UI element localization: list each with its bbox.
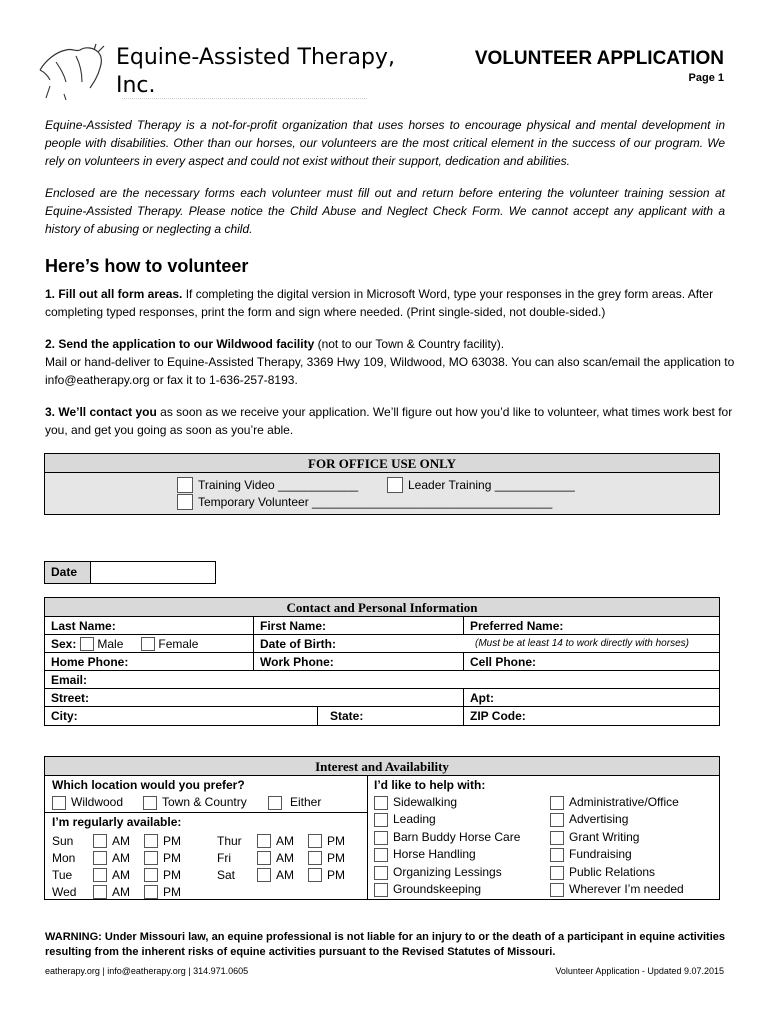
sex-label: Sex: (51, 637, 77, 651)
fri-am-checkbox[interactable] (257, 851, 271, 865)
help-advertising (550, 811, 628, 828)
advertising-checkbox[interactable] (550, 813, 564, 827)
training-video-row (177, 477, 358, 493)
step-2-title: 2. Send the application to our Wildwood facility (45, 337, 315, 351)
step-1-title: 1. Fill out all form areas. (45, 287, 183, 301)
sun-am-checkbox[interactable] (93, 834, 107, 848)
fundraising-checkbox[interactable] (550, 848, 564, 862)
wed-pm-label: PM (163, 885, 181, 899)
help-barn-buddy (374, 829, 520, 846)
fundraising-label: Fundraising (569, 847, 632, 861)
either-checkbox[interactable] (268, 796, 282, 810)
document-title: VOLUNTEER APPLICATION (474, 48, 724, 69)
help-groundskeeping (374, 881, 481, 898)
fri-pm-checkbox[interactable] (308, 851, 322, 865)
sun-pm-label: PM (163, 834, 181, 848)
step-2-text: (not to our Town & Country facility). (314, 337, 505, 351)
sun-pm-checkbox[interactable] (144, 834, 158, 848)
step-1-text: If completing the digital version in Microsoft Word, type your responses in the grey form areas. After completing typed responses, print the form and sign where needed. (Print single-sided, not double-sided.) (45, 287, 714, 319)
fri-am-label: AM (276, 851, 294, 865)
step-3 (45, 403, 735, 439)
advertising-label: Advertising (569, 812, 629, 826)
administrative-label: Administrative/Office (569, 795, 679, 809)
fri-pm-label: PM (327, 851, 345, 865)
temporary-volunteer-row (177, 494, 552, 510)
horse-handling-label: Horse Handling (393, 847, 476, 861)
help-public-relations (550, 864, 655, 881)
step-2 (45, 335, 735, 389)
date-field[interactable] (91, 562, 215, 583)
groundskeeping-label: Groundskeeping (393, 882, 482, 896)
wildwood-checkbox[interactable] (52, 796, 66, 810)
footer-contact: eatherapy.org | info@eatherapy.org | 314.971.0605 (45, 966, 249, 976)
wherever-needed-checkbox[interactable] (550, 883, 564, 897)
thur-pm-checkbox[interactable] (308, 834, 322, 848)
location-town-country (143, 794, 247, 811)
zip-field[interactable]: ZIP Code: (463, 707, 721, 725)
sex-field (45, 635, 253, 653)
home-phone-field[interactable]: Home Phone: (51, 655, 129, 669)
leader-training-label: Leader Training ____________ (408, 478, 575, 492)
help-column (367, 776, 719, 899)
thur-am-checkbox[interactable] (257, 834, 271, 848)
dob-field[interactable]: Date of Birth: (253, 635, 433, 653)
phone-row (45, 653, 719, 671)
day-wed: Wed (52, 885, 77, 899)
step-1 (45, 285, 735, 321)
availability-row-wed (52, 884, 362, 901)
city-field[interactable]: City: (51, 709, 78, 723)
training-video-checkbox[interactable] (177, 477, 193, 493)
organization-name (116, 44, 436, 100)
day-mon: Mon (52, 851, 76, 865)
preferred-name-field[interactable]: Preferred Name: (463, 617, 721, 635)
mon-pm-label: PM (163, 851, 181, 865)
mon-pm-checkbox[interactable] (144, 851, 158, 865)
training-video-label: Training Video ____________ (198, 478, 359, 492)
help-fundraising (550, 846, 632, 863)
day-fri: Fri (217, 851, 231, 865)
help-administrative (550, 794, 679, 811)
day-thur: Thur (217, 834, 242, 848)
tue-am-label: AM (112, 868, 130, 882)
tue-pm-checkbox[interactable] (144, 868, 158, 882)
either-label: Either (290, 795, 322, 809)
org-name-line2: Inc. (116, 73, 156, 98)
intro-paragraph-2: Enclosed are the necessary forms each volunteer must fill out and return before entering the volunteer training session at Equine-Assisted Therapy. Please notice the Child Abuse and Neglect Check Form. We cannot accept any applicant with a history of abusing or neglecting a child. (45, 186, 725, 236)
email-field[interactable]: Email: (51, 673, 88, 687)
barn-buddy-label: Barn Buddy Horse Care (393, 830, 521, 844)
sat-am-checkbox[interactable] (257, 868, 271, 882)
name-row (45, 617, 719, 635)
contact-info-table (44, 597, 720, 726)
organizing-lessons-checkbox[interactable] (374, 866, 388, 880)
female-label: Female (158, 637, 199, 651)
male-label: Male (97, 637, 124, 651)
day-tue: Tue (52, 868, 73, 882)
wherever-needed-label: Wherever I’m needed (569, 882, 684, 896)
sex-dob-row (45, 635, 719, 653)
horse-logo-icon (36, 42, 108, 102)
sidewalking-label: Sidewalking (393, 795, 458, 809)
public-relations-checkbox[interactable] (550, 866, 564, 880)
availability-row-sun (52, 833, 362, 850)
street-field[interactable]: Street: (51, 691, 90, 705)
male-checkbox[interactable] (80, 637, 94, 651)
wed-am-label: AM (112, 885, 130, 899)
horse-handling-checkbox[interactable] (374, 848, 388, 862)
thur-am-label: AM (276, 834, 294, 848)
availability-row-mon (52, 850, 362, 867)
mon-am-label: AM (112, 851, 130, 865)
help-grant-writing (550, 829, 639, 846)
mon-am-checkbox[interactable] (93, 851, 107, 865)
street-row (45, 689, 719, 707)
intro-paragraph-1: Equine-Assisted Therapy is a not-for-profit organization that uses horses to encourage physical and mental development in people with disabilities. Other than our horses, our volunteers are the most critical element in the success of our program. We rely on volunteers in every aspect and could not exist without their support, dedication and abilities. (45, 118, 725, 168)
grant-writing-label: Grant Writing (569, 830, 640, 844)
location-question: Which location would you prefer? (52, 778, 245, 792)
help-horse-handling (374, 846, 476, 863)
day-sat: Sat (217, 868, 236, 882)
town-country-label: Town & Country (162, 795, 247, 809)
office-use-title: FOR OFFICE USE ONLY (45, 454, 719, 473)
temporary-volunteer-label: Temporary Volunteer ____________________________________ (198, 495, 553, 509)
location-wildwood (52, 794, 123, 811)
thur-pm-label: PM (327, 834, 345, 848)
step-2-address: Mail or hand-deliver to Equine-Assisted Therapy, 3369 Hwy 109, Wildwood, MO 63038. You can also scan/email the application to info@eatherapy.org or fax it to 1-636-257-8193. (45, 355, 735, 387)
first-name-field[interactable]: First Name: (253, 617, 461, 635)
sat-pm-checkbox[interactable] (308, 868, 322, 882)
apt-field[interactable]: Apt: (463, 689, 721, 707)
day-sun: Sun (52, 834, 74, 848)
state-field[interactable]: State: (317, 707, 463, 725)
howto-heading: Here’s how to volunteer (45, 256, 249, 276)
sat-pm-label: PM (327, 868, 345, 882)
leader-training-row (387, 477, 575, 493)
date-label: Date (45, 562, 91, 583)
help-organizing-lessons (374, 864, 502, 881)
location-either (268, 794, 321, 811)
sat-am-label: AM (276, 868, 294, 882)
last-name-field[interactable]: Last Name: (51, 619, 116, 633)
town-country-checkbox[interactable] (143, 796, 157, 810)
leader-training-checkbox[interactable] (387, 477, 403, 493)
public-relations-label: Public Relations (569, 865, 656, 879)
sidewalking-checkbox[interactable] (374, 796, 388, 810)
organizing-lessons-label: Organizing Lessings (393, 865, 502, 879)
cell-phone-field[interactable]: Cell Phone: (463, 653, 721, 671)
groundskeeping-checkbox[interactable] (374, 883, 388, 897)
wildwood-label: Wildwood (71, 795, 124, 809)
work-phone-field[interactable]: Work Phone: (253, 653, 461, 671)
interest-title: Interest and Availability (45, 757, 719, 776)
availability-row-tue (52, 867, 362, 884)
barn-buddy-checkbox[interactable] (374, 831, 388, 845)
footer-version: Volunteer Application - Updated 9.07.2015 (555, 966, 724, 976)
email-row (45, 671, 719, 689)
interest-availability-table (44, 756, 720, 900)
help-question: I’d like to help with: (374, 778, 486, 792)
step-3-title: 3. We’ll contact you (45, 405, 157, 419)
leading-checkbox[interactable] (374, 813, 388, 827)
help-leading (374, 811, 436, 828)
availability-divider (45, 812, 367, 813)
city-row (45, 707, 719, 725)
leading-label: Leading (393, 812, 436, 826)
administrative-checkbox[interactable] (550, 796, 564, 810)
office-use-box (44, 453, 720, 515)
availability-column (45, 776, 367, 899)
step-3-text: as soon as we receive your application. We’ll figure out how you’d like to volunteer, what times work best for you, and get you going as soon as you’re able. (45, 405, 733, 437)
date-box (44, 561, 216, 584)
header-divider (122, 98, 367, 99)
female-checkbox[interactable] (141, 637, 155, 651)
wed-am-checkbox[interactable] (93, 885, 107, 899)
liability-warning: WARNING: Under Missouri law, an equine professional is not liable for an injury to or the death of a participant in equine activities resulting from the inherent risks of equine activities pursuant to the Revised Statutes of Missouri. (45, 931, 725, 958)
tue-pm-label: PM (163, 868, 181, 882)
help-sidewalking (374, 794, 457, 811)
temporary-volunteer-checkbox[interactable] (177, 494, 193, 510)
dob-note: (Must be at least 14 to work directly with horses) (475, 638, 689, 649)
org-name-line1: Equine-Assisted Therapy, (116, 45, 395, 70)
availability-question: I’m regularly available: (52, 815, 182, 829)
help-wherever-needed (550, 881, 684, 898)
contact-title: Contact and Personal Information (45, 598, 719, 617)
wed-pm-checkbox[interactable] (144, 885, 158, 899)
sun-am-label: AM (112, 834, 130, 848)
tue-am-checkbox[interactable] (93, 868, 107, 882)
page-number: Page 1 (688, 72, 724, 84)
grant-writing-checkbox[interactable] (550, 831, 564, 845)
